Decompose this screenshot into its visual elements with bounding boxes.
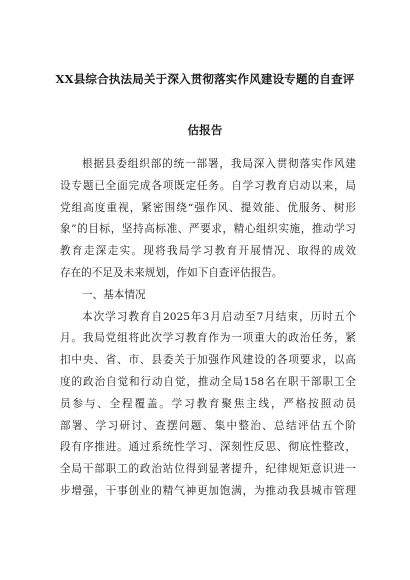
document-title-line-1: XX县综合执法局关于深入贯彻落实作风建设专题的自查评	[55, 72, 355, 86]
paragraph-line: 部署、学习研讨、查摆问题、集中整治、总结评估五个阶	[60, 419, 356, 432]
paragraph-line: 本次学习教育自2025年3月启动至7月结束，历时五个	[82, 310, 356, 323]
document-title-line-2: 估报告	[187, 123, 223, 137]
paragraph-line: 象”的目标，坚持高标准、严要求，精心组织实施，推动学习	[60, 223, 356, 236]
paragraph-line: 全局干部职工的政治站位得到显著提升，纪律规矩意识进一	[60, 463, 356, 476]
paragraph-line: 教育走深走实。现将我局学习教育开展情况、取得的成效	[60, 245, 356, 258]
paragraph-line: 党组高度重视，紧密围绕“强作风、提效能、优服务、树形	[60, 201, 356, 214]
paragraph-line: 步增强，干事创业的精气神更加饱满，为推动我县城市管理	[60, 484, 356, 497]
paragraph-line: 扣中央、省、市、县委关于加强作风建设的各项要求，以高	[60, 354, 356, 367]
paragraph-line: 根据县委组织部的统一部署，我局深入贯彻落实作风建	[82, 158, 356, 170]
paragraph-line: 员参与、全程覆盖。学习教育聚焦主线，严格按照动员	[60, 397, 356, 410]
paragraph-line: 段有序推进。通过系统性学习、深刻性反思、彻底性整改，	[60, 441, 356, 454]
paragraph-intro	[60, 154, 356, 503]
paragraph-line: 存在的不足及未来规划，作如下自查评估报告。	[60, 266, 283, 279]
paragraph-line: 度的政治自觉和行动自觉，推动全局158名在职干部职工全	[60, 375, 356, 388]
paragraph-line: 设专题已全面完成各项既定任务。自学习教育启动以来，局	[60, 179, 356, 192]
paragraph-line: 月。我局党组将此次学习教育作为一项重大的政治任务，紧	[60, 332, 356, 345]
section-heading: 一、基本情况	[82, 288, 146, 301]
